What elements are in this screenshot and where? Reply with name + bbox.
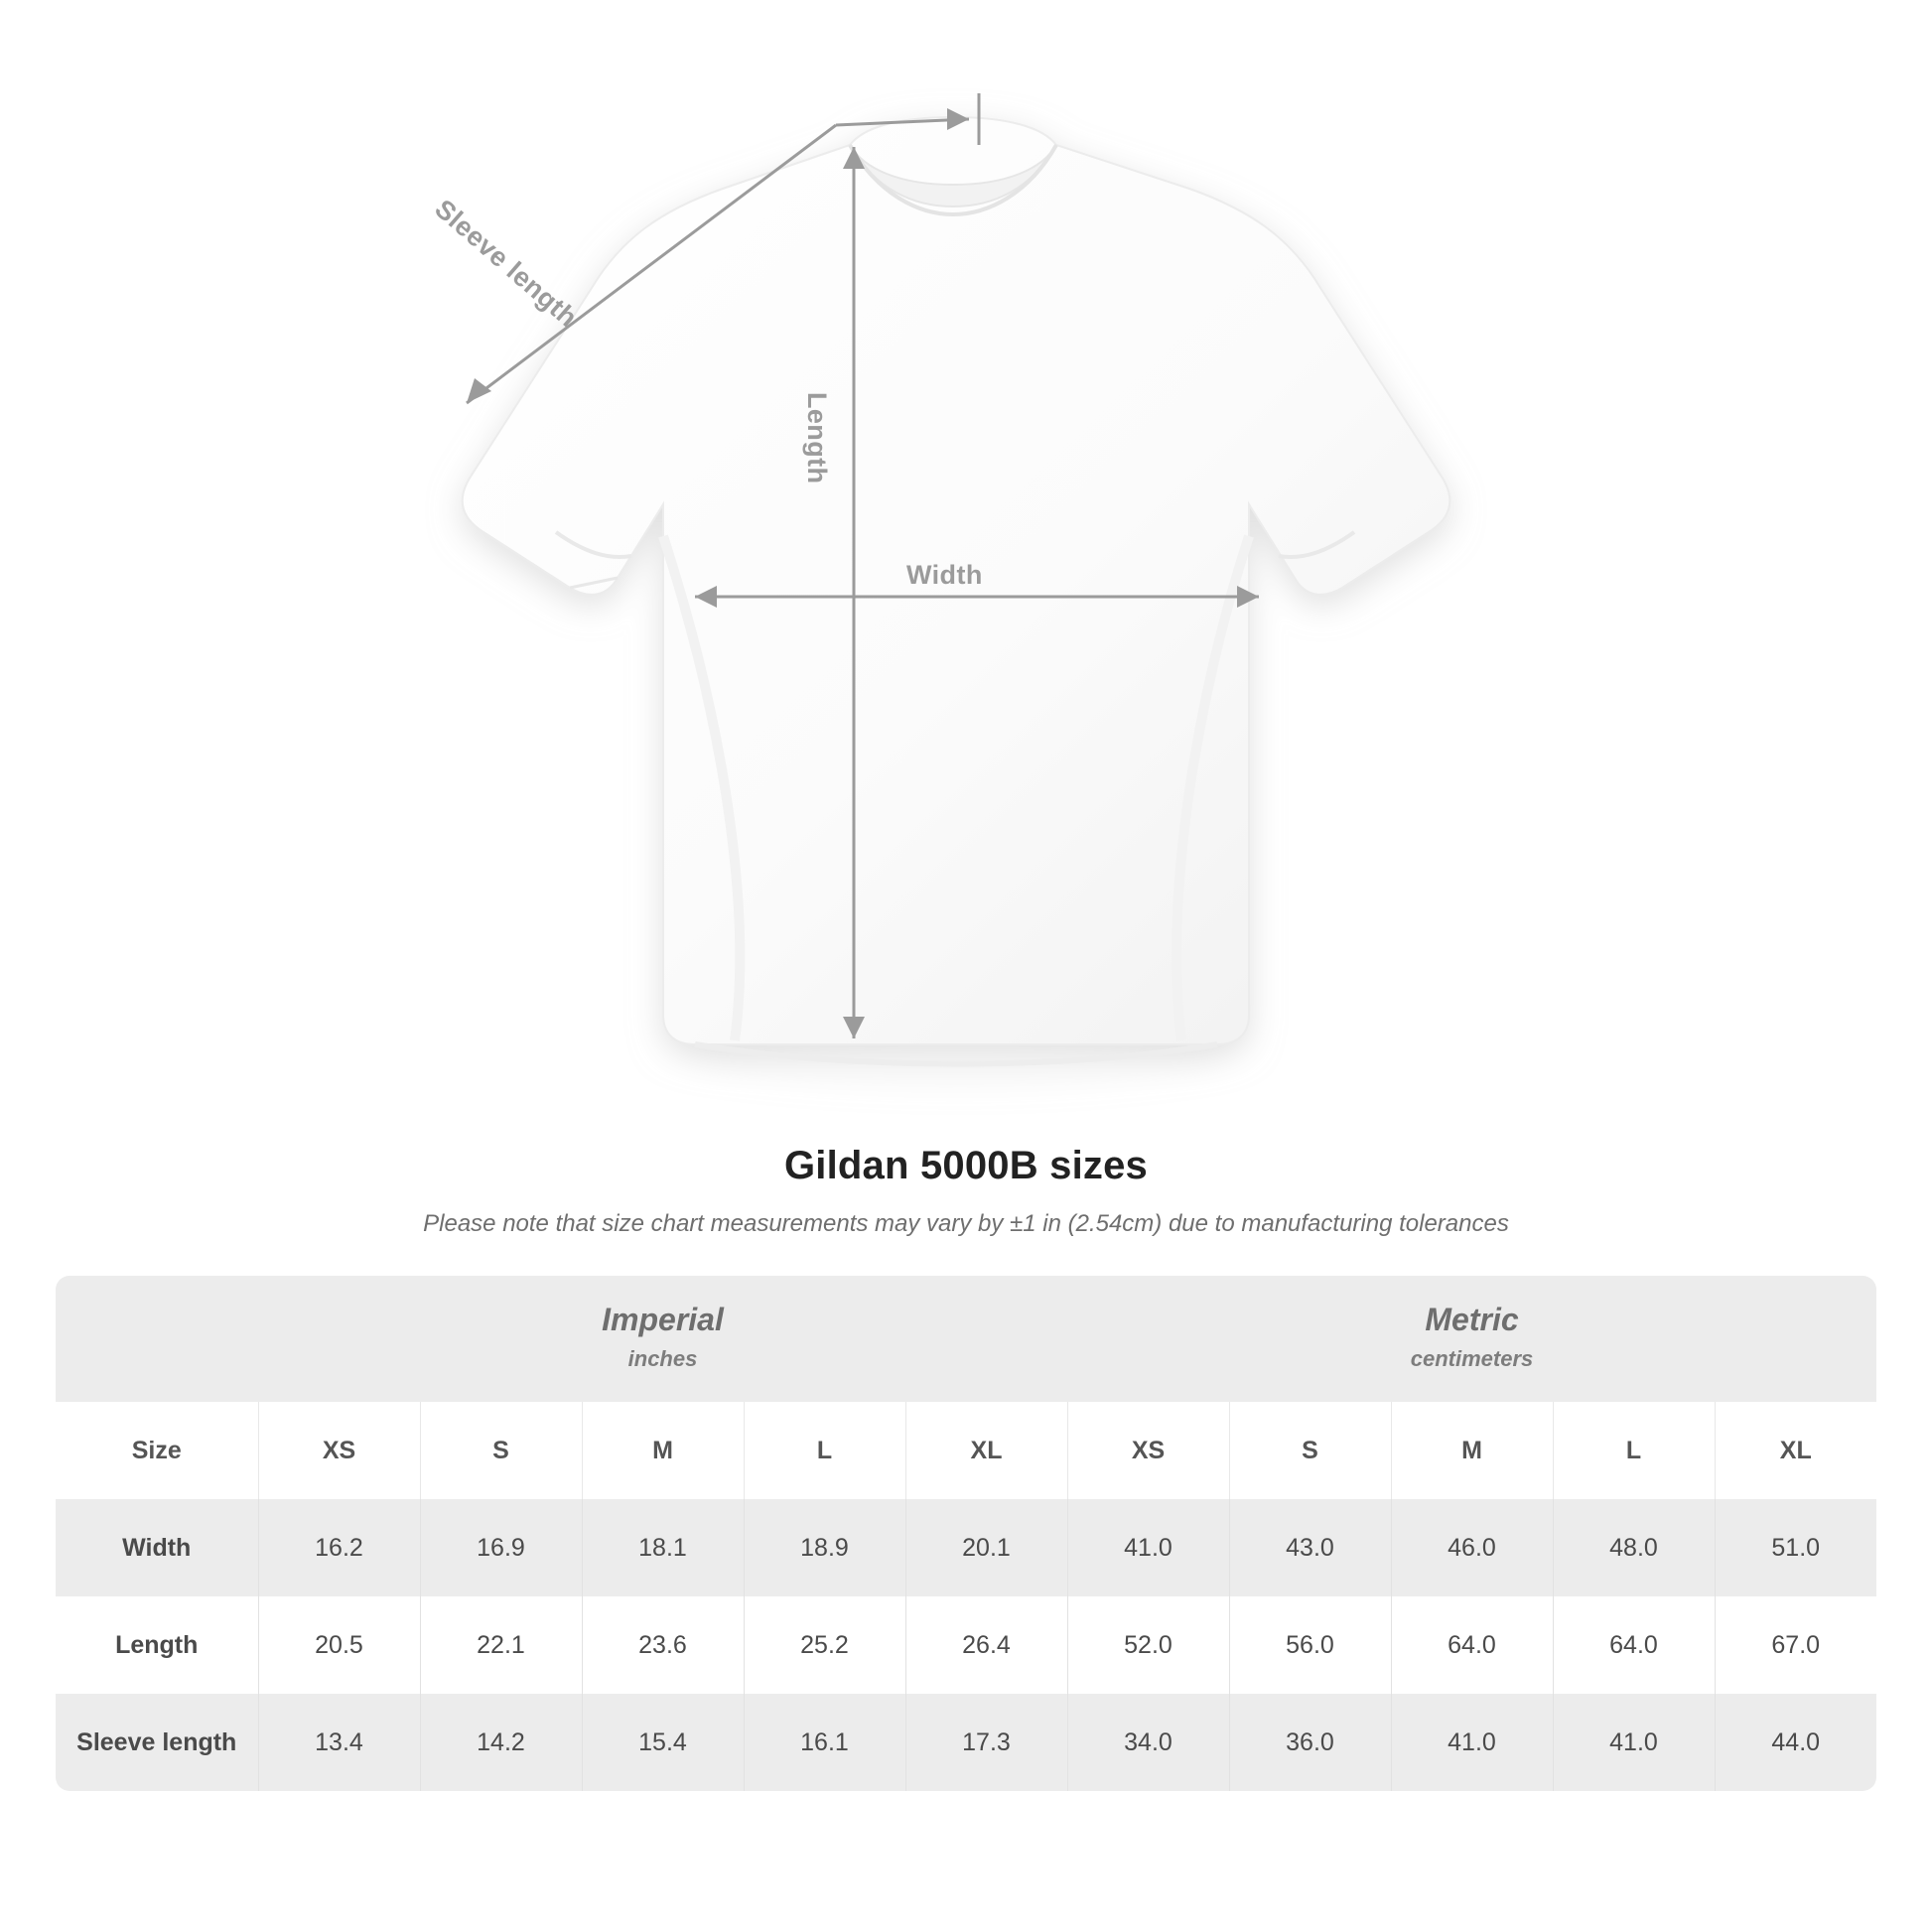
cell-sleeve-imperial-xl: 17.3 (905, 1694, 1067, 1791)
cell-length-metric-xl: 67.0 (1715, 1596, 1876, 1694)
cell-width-metric-l: 48.0 (1553, 1499, 1715, 1596)
cell-sleeve-imperial-s: 14.2 (420, 1694, 582, 1791)
column-header-metric-m: M (1391, 1402, 1553, 1499)
unit-group-metric (1067, 1276, 1876, 1402)
width-dimension-label: Width (906, 560, 983, 590)
cell-length-metric-l: 64.0 (1553, 1596, 1715, 1694)
cell-sleeve-imperial-l: 16.1 (744, 1694, 905, 1791)
cell-sleeve-metric-m: 41.0 (1391, 1694, 1553, 1791)
cell-length-imperial-l: 25.2 (744, 1596, 905, 1694)
cell-sleeve-metric-xl: 44.0 (1715, 1694, 1876, 1791)
unit-group-imperial-name: Imperial (602, 1302, 724, 1337)
unit-group-imperial (258, 1276, 1067, 1402)
cell-width-metric-xs: 41.0 (1067, 1499, 1229, 1596)
cell-length-imperial-s: 22.1 (420, 1596, 582, 1694)
unit-group-row (56, 1276, 1876, 1402)
tolerance-note: Please note that size chart measurements may vary by ±1 in (2.54cm) due to manufacturing tolerances (423, 1210, 1509, 1237)
cell-sleeve-imperial-xs: 13.4 (258, 1694, 420, 1791)
column-header-imperial-xs: XS (258, 1402, 420, 1499)
column-header-imperial-xl: XL (905, 1402, 1067, 1499)
cell-length-metric-s: 56.0 (1229, 1596, 1391, 1694)
cell-width-imperial-s: 16.9 (420, 1499, 582, 1596)
cell-width-imperial-xl: 20.1 (905, 1499, 1067, 1596)
sleeve-length-dimension-label: Sleeve length (429, 194, 584, 334)
column-header-imperial-m: M (582, 1402, 744, 1499)
cell-length-imperial-xs: 20.5 (258, 1596, 420, 1694)
title-block (0, 1144, 1932, 1238)
unit-group-metric-name: Metric (1425, 1302, 1519, 1337)
column-header-metric-xs: XS (1067, 1402, 1229, 1499)
table-row-sleeve-length (56, 1694, 1876, 1791)
column-header-metric-s: S (1229, 1402, 1391, 1499)
page-title: Gildan 5000B sizes (783, 1144, 1148, 1187)
cell-sleeve-metric-l: 41.0 (1553, 1694, 1715, 1791)
column-header-metric-l: L (1553, 1402, 1715, 1499)
size-chart-table (56, 1276, 1876, 1791)
cell-length-imperial-m: 23.6 (582, 1596, 744, 1694)
table-row-width (56, 1499, 1876, 1596)
table-corner-cell (56, 1276, 258, 1402)
row-label-sleeve-length: Sleeve length (56, 1694, 258, 1791)
column-header-imperial-l: L (744, 1402, 905, 1499)
cell-width-imperial-m: 18.1 (582, 1499, 744, 1596)
cell-width-metric-xl: 51.0 (1715, 1499, 1876, 1596)
cell-width-metric-s: 43.0 (1229, 1499, 1391, 1596)
row-label-width: Width (56, 1499, 258, 1596)
cell-width-imperial-l: 18.9 (744, 1499, 905, 1596)
cell-length-imperial-xl: 26.4 (905, 1596, 1067, 1694)
cell-length-metric-m: 64.0 (1391, 1596, 1553, 1694)
table-row-length (56, 1596, 1876, 1694)
length-dimension-label: Length (802, 392, 832, 484)
cell-sleeve-metric-xs: 34.0 (1067, 1694, 1229, 1791)
cell-width-imperial-xs: 16.2 (258, 1499, 420, 1596)
size-table-wrapper (56, 1276, 1876, 1791)
unit-group-metric-unit: centimeters (1410, 1346, 1534, 1371)
cell-width-metric-m: 46.0 (1391, 1499, 1553, 1596)
cell-sleeve-metric-s: 36.0 (1229, 1694, 1391, 1791)
size-header-row (56, 1402, 1876, 1499)
column-header-imperial-s: S (420, 1402, 582, 1499)
row-label-length: Length (56, 1596, 258, 1694)
size-header-cell: Size (56, 1402, 258, 1499)
column-header-metric-xl: XL (1715, 1402, 1876, 1499)
cell-sleeve-imperial-m: 15.4 (582, 1694, 744, 1791)
unit-group-imperial-unit: inches (627, 1346, 698, 1371)
cell-length-metric-xs: 52.0 (1067, 1596, 1229, 1694)
